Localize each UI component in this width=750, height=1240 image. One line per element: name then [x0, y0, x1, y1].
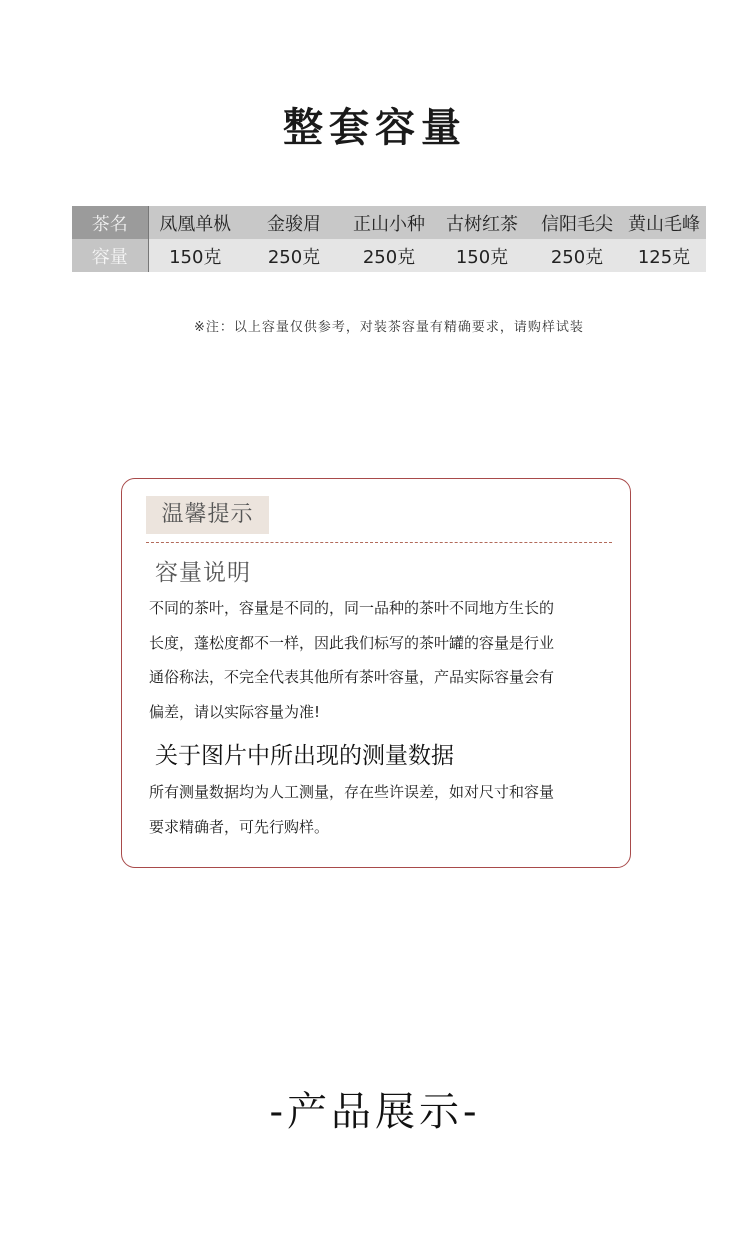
text-line: 通俗称法，不完全代表其他所有茶叶容量，产品实际容量会有	[149, 668, 555, 686]
tips-tag: 温馨提示	[146, 496, 269, 534]
measurement-explanation	[149, 775, 619, 844]
page-title: 整套容量	[283, 105, 467, 151]
tea-name-cell: 凤凰单枞	[148, 206, 242, 239]
capacity-note: ※注：以上容量仅供参考，对装茶容量有精确要求，请购样试装	[194, 320, 584, 335]
text-line: 长度，蓬松度都不一样，因此我们标写的茶叶罐的容量是行业	[149, 633, 555, 652]
capacity-table	[72, 206, 706, 272]
capacity-cell: 150克	[432, 239, 532, 272]
section-title-measurement: 关于图片中所出现的测量数据	[155, 743, 454, 769]
tea-name-cell: 金骏眉	[242, 206, 346, 239]
section-title-capacity: 容量说明	[155, 560, 251, 586]
table-row-names	[72, 206, 706, 239]
tea-name-cell: 古树红茶	[432, 206, 532, 239]
capacity-header: 容量	[72, 239, 148, 272]
capacity-cell: 125克	[622, 239, 706, 272]
tea-name-cell: 黄山毛峰	[622, 206, 706, 239]
product-show-title: -产品展示-	[269, 1089, 481, 1135]
capacity-cell: 250克	[346, 239, 432, 272]
capacity-explanation	[149, 591, 619, 729]
tips-card	[121, 478, 631, 868]
text-line: 所有测量数据均为人工测量，存在些许误差，如对尺寸和容量	[149, 783, 555, 801]
capacity-cell: 150克	[148, 239, 242, 272]
capacity-cell: 250克	[242, 239, 346, 272]
table-row-capacities	[72, 239, 706, 272]
text-line: 偏差，请以实际容量为准!	[149, 702, 321, 721]
text-line: 不同的茶叶，容量是不同的，同一品种的茶叶不同地方生长的	[149, 599, 555, 617]
text-line: 要求精确者，可先行购样。	[149, 817, 330, 836]
tea-name-cell: 信阳毛尖	[532, 206, 622, 239]
capacity-cell: 250克	[532, 239, 622, 272]
name-header: 茶名	[72, 206, 148, 239]
tea-name-cell: 正山小种	[346, 206, 432, 239]
dashed-divider	[146, 542, 612, 543]
